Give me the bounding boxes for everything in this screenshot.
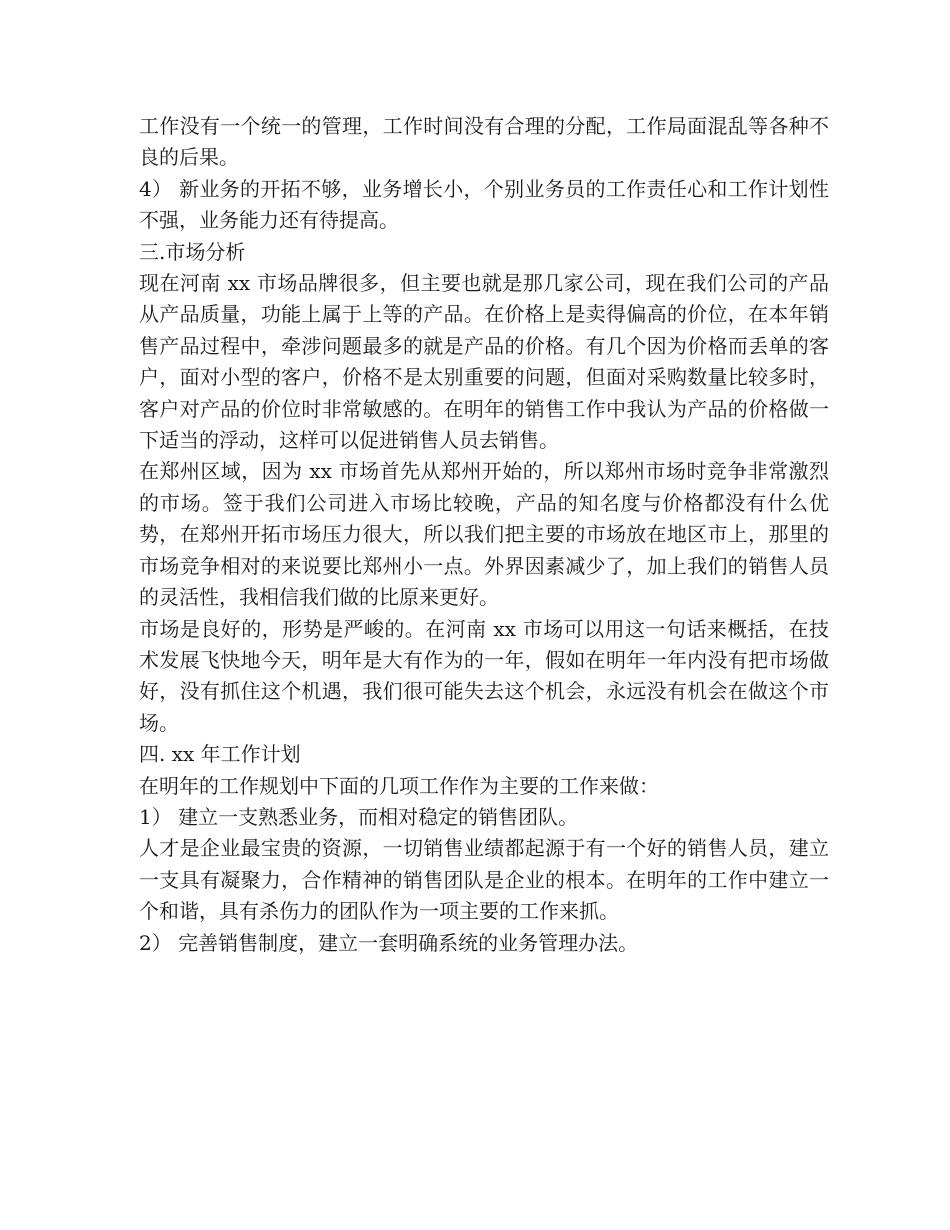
list-item-1: 1） 建立一支熟悉业务，而相对稳定的销售团队。 bbox=[139, 804, 579, 829]
paragraph-talent: 人才是企业最宝贵的资源，一切销售业绩都起源于有一个好的销售人员，建立一支具有凝聚力，合作精神的销售团队是企业的根本。在明年的工作中建立一个和谐，具有杀伤力的团队作为一项主要的工作来抓。 bbox=[139, 836, 829, 924]
paragraph-henan-market: 现在河南 xx 市场品牌很多，但主要也就是那几家公司，现在我们公司的产品从产品质量，功能上属于上等的产品。在价格上是卖得偏高的价位，在本年销售产品过程中，牵涉问题最多的就是产品的价格。有几个因为价格而丢单的客户，面对小型的客户，价格不是太别重要的问题，但面对采购数量比较多时，客户对产品的价位时非常敏感的。在明年的销售工作中我认为产品的价格做一下适当的浮动，这样可以促进销售人员去销售。 bbox=[139, 271, 829, 453]
section-heading-market-analysis: 三.市场分析 bbox=[139, 239, 246, 264]
paragraph-zhengzhou-region: 在郑州区域，因为 xx 市场首先从郑州开始的，所以郑州市场时竞争非常激烈的市场。签于我们公司进入市场比较晚，产品的知名度与价格都没有什么优势，在郑州开拓市场压力很大，所以我们把主要的市场放在地区市上，那里的市场竞争相对的来说要比郑州小一点。外界因素减少了，加上我们的销售人员的灵活性，我相信我们做的比原来更好。 bbox=[139, 459, 829, 610]
section-heading-work-plan: 四. xx 年工作计划 bbox=[139, 742, 301, 767]
paragraph-market-outlook: 市场是良好的，形势是严峻的。在河南 xx 市场可以用这一句话来概括，在技术发展飞快地今天，明年是大有作为的一年，假如在明年一年内没有把市场做好，没有抓住这个机遇，我们很可能失去这个机会，永远没有机会在做这个市场。 bbox=[139, 616, 829, 735]
document-body bbox=[139, 111, 829, 959]
paragraph-continuation: 工作没有一个统一的管理，工作时间没有合理的分配，工作局面混乱等各种不良的后果。 bbox=[139, 114, 829, 170]
list-item-2: 2） 完善销售制度，建立一套明确系统的业务管理办法。 bbox=[139, 930, 639, 955]
list-item-4: 4） 新业务的开拓不够，业务增长小，个别业务员的工作责任心和工作计划性不强，业务能力还有待提高。 bbox=[139, 176, 829, 233]
paragraph-plan-intro: 在明年的工作规划中下面的几项工作作为主要的工作来做： bbox=[139, 773, 659, 798]
